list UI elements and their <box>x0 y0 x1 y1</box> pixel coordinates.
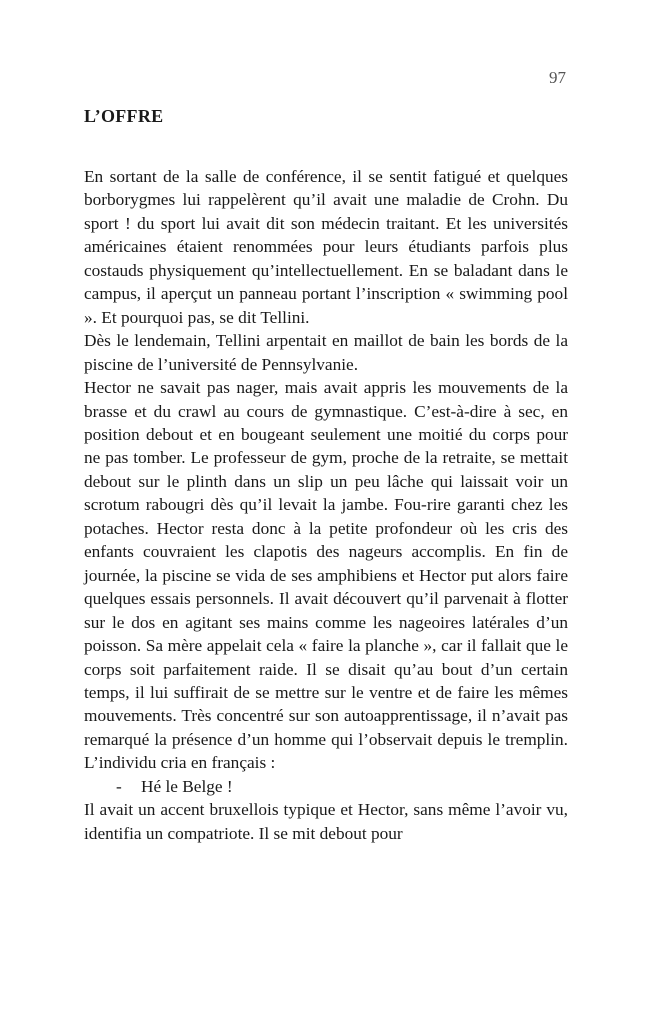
page-number: 97 <box>549 68 566 87</box>
chapter-title: L’OFFRE <box>84 106 164 126</box>
dialogue-dash: - <box>116 776 122 796</box>
paragraph: Il avait un accent bruxellois typique et Hector, sans même l’avoir vu, identifia un compatriote. Il se mit debout pour <box>84 800 568 843</box>
dialogue-line <box>84 775 568 798</box>
paragraph: Hector ne savait pas nager, mais avait appris les mouvements de la brasse et du crawl au cours de gymnastique. C’est-à-dire à sec, en position debout et en bougeant seulement une moitié du corps pour ne pas tomber. Le professeur de gym, proche de la retraite, se mettait debout sur le plinth dans un slip un peu lâche qui laissait voir un scrotum rabougri dès qu’il levait la jambe. Fou-rire garanti chez les potaches. Hector resta donc à la petite profondeur où les cris des enfants couvraient les clapotis des nageurs accomplis. En fin de journée, la piscine se vida de ses amphibiens et Hector put alors faire quelques essais personnels. Il avait découvert qu’il parvenait à flotter sur le dos en agitant ses mains comme les nageoires latérales d’un poisson. Sa mère appelait cela « faire la planche », car il fallait que le corps soit parfaitement raide. Il se disait qu’au bout d’un certain temps, il lui suffirait de se mettre sur le ventre et de faire les mêmes mouvements. Très concentré sur son autoapprentissage, il n’avait pas remarqué la présence d’un homme qui l’observait depuis le tremplin. L’individu cria en français : <box>84 378 568 773</box>
dialogue-text: Hé le Belge ! <box>141 776 233 796</box>
body-text <box>84 165 568 845</box>
paragraph: En sortant de la salle de conférence, il se sentit fatigué et quelques borborygmes lui rappelèrent qu’il avait une maladie de Crohn. Du sport ! du sport lui avait dit son médecin traitant. Et les universités américaines étaient renommées pour leurs étudiants parfois plus costauds physiquement qu’intellectuellement. En se baladant dans le campus, il aperçut un panneau portant l’inscription « swimming pool ». Et pourquoi pas, se dit Tellini. <box>84 167 568 327</box>
paragraph: Dès le lendemain, Tellini arpentait en maillot de bain les bords de la piscine de l’université de Pennsylvanie. <box>84 331 568 374</box>
